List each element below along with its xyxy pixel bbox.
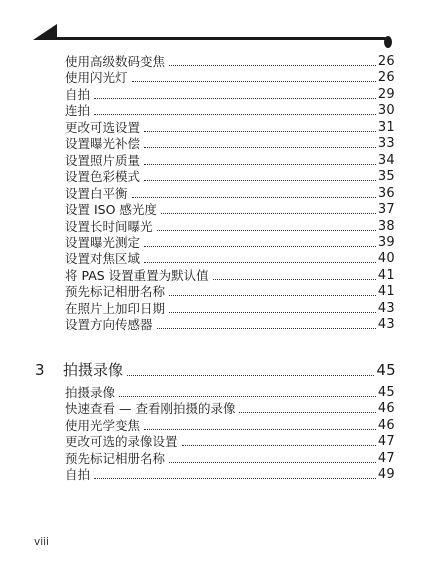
toc-entry-title: 在照片上加印日期 [65,300,166,316]
toc-entry-page-number: 31 [377,119,395,135]
toc-entry-page-number: 46 [377,417,395,433]
dot-leader [144,262,376,263]
toc-entry-row[interactable] [65,235,395,250]
dot-leader [169,65,376,66]
toc-entry-row[interactable] [65,103,395,118]
toc-entry-page-number: 34 [377,152,395,168]
dot-leader [213,279,376,280]
header-rule [37,37,386,40]
toc-entry-row[interactable] [65,284,395,299]
toc-entry-row[interactable] [65,169,395,184]
toc-entry-page-number: 47 [377,450,395,466]
dot-leader [132,81,376,82]
toc-entry-title: 设置曝光补偿 [65,136,141,152]
toc-entry-row[interactable] [65,120,395,135]
toc-entry-title: 自拍 [65,467,91,483]
toc-entry-row[interactable] [65,136,395,151]
dot-leader [169,462,376,463]
toc-entry-title: 连拍 [65,103,91,119]
toc-entry-title: 预先标记相册名称 [65,284,166,300]
toc-entry-title: 自拍 [65,86,91,102]
toc-entry-page-number: 35 [377,169,395,185]
toc-entry-title: 使用闪光灯 [65,70,128,86]
dot-leader [169,312,376,313]
toc-entry-page-number: 43 [377,317,395,333]
toc-entry-page-number: 29 [377,86,395,102]
dot-leader [127,375,374,376]
dot-leader [144,180,376,181]
dot-leader [119,396,376,397]
toc-entry-title: 设置色彩模式 [65,169,141,185]
toc-entry-row[interactable] [65,219,395,234]
toc-entry-page-number: 41 [377,267,395,283]
toc-entry-row[interactable] [65,153,395,168]
toc-entry-row[interactable] [65,186,395,201]
toc-entry-row[interactable] [65,467,395,482]
toc-entry-title: 拍摄录像 [65,385,116,400]
toc-entry-row[interactable] [65,54,395,69]
toc-entry-row[interactable] [65,401,395,416]
toc-entry-page-number: 43 [377,300,395,316]
toc-entry-page-number: 30 [377,103,395,119]
toc-entry-title: 快速查看 — 查看刚拍摄的录像 [65,401,236,417]
toc-entry-title: 更改可选的录像设置 [65,434,178,450]
toc-entry-page-number: 26 [377,54,395,69]
toc-entry-title: 使用高级数码变焦 [65,54,166,69]
toc-entry-row[interactable] [65,317,395,332]
dot-leader [144,131,376,132]
toc-entry-title: 设置 ISO 感光度 [65,202,157,218]
toc-entry-title: 将 PAS 设置重置为默认值 [65,267,209,283]
toc-entry-title: 设置曝光测定 [65,234,141,250]
toc-entry-page-number: 47 [377,434,395,450]
dot-leader [144,147,376,148]
dot-leader [157,230,376,231]
toc-entry-title: 使用光学变焦 [65,417,141,433]
dot-leader [182,445,376,446]
dot-leader [239,412,375,413]
footer-page-number: viii [34,536,49,548]
toc-entry-row[interactable] [65,70,395,85]
toc-entry-title: 设置对焦区域 [65,251,141,267]
toc-entry-title: 设置照片质量 [65,152,141,168]
dot-leader [161,213,376,214]
dot-leader [144,429,376,430]
toc-entry-page-number: 38 [377,218,395,234]
toc-entry-page-number: 40 [377,251,395,267]
toc-entry-row[interactable] [65,301,395,316]
chapter-title: 拍摄录像 [63,361,124,379]
toc-entry-row[interactable] [65,87,395,102]
toc-entry-row[interactable] [65,451,395,466]
dot-leader [132,197,376,198]
dot-leader [94,478,376,479]
header-dot [384,36,392,48]
toc-entry-page-number: 46 [377,401,395,417]
toc-entry-row[interactable] [65,385,395,400]
chapter-page-number: 45 [376,361,396,379]
toc-entry-title: 预先标记相册名称 [65,450,166,466]
toc-entry-page-number: 33 [377,136,395,152]
dot-leader [94,114,376,115]
dot-leader [157,328,376,329]
toc-entry-row[interactable] [65,268,395,283]
toc-entry-row[interactable] [65,251,395,266]
dot-leader [169,295,376,296]
toc-entry-title: 设置长时间曝光 [65,218,153,234]
toc-entry-row[interactable] [65,418,395,433]
toc-entry-page-number: 49 [377,467,395,483]
toc-entry-page-number: 45 [377,385,395,400]
toc-entry-page-number: 39 [377,234,395,250]
dot-leader [144,246,376,247]
toc-entry-page-number: 26 [377,70,395,86]
dot-leader [94,98,376,99]
toc-entry-title: 设置白平衡 [65,185,128,201]
toc-entry-page-number: 36 [377,185,395,201]
chapter-number: 3 [35,361,45,379]
toc-entry-row[interactable] [65,202,395,217]
toc-entry-title: 更改可选设置 [65,119,141,135]
toc-chapter-row[interactable] [35,361,396,379]
toc-entry-page-number: 41 [377,284,395,300]
toc-entry-row[interactable] [65,434,395,449]
toc-entry-page-number: 37 [377,202,395,218]
dot-leader [144,164,376,165]
toc-entry-title: 设置方向传感器 [65,317,153,333]
